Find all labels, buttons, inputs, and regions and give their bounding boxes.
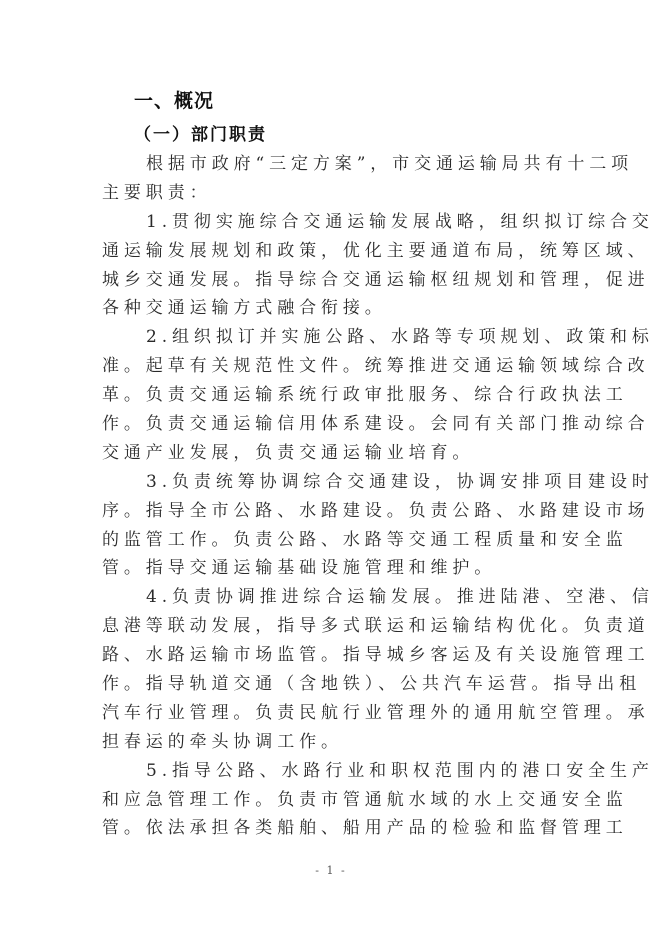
text-line: 主要职责： bbox=[102, 182, 212, 203]
text-line: 4.负责协调推进综合运输发展。推进陆港、空港、信 bbox=[146, 587, 654, 608]
text-line: 通运输发展规划和政策，优化主要通道布局，统筹区域、 bbox=[102, 240, 650, 261]
text-line: 息港等联动发展，指导多式联运和运输结构优化。负责道 bbox=[102, 616, 650, 637]
subsection-heading: （一）部门职责 bbox=[134, 125, 267, 145]
paragraph bbox=[102, 757, 654, 844]
text-line: 的监管工作。负责公路、水路等交通工程质量和安全监 bbox=[102, 529, 628, 550]
text-line: 作。指导轨道交通（含地铁）、公共汽车运营。指导出租 bbox=[102, 674, 641, 695]
text-line: 作。负责交通运输信用体系建设。会同有关部门推动综合 bbox=[102, 414, 650, 435]
paragraph bbox=[102, 468, 654, 584]
document-body bbox=[102, 150, 654, 843]
section-heading: 一、概况 bbox=[134, 90, 215, 112]
paragraph bbox=[102, 583, 654, 756]
text-line: 1.贯彻实施综合交通运输发展战略，组织拟订综合交 bbox=[146, 211, 654, 232]
text-line: 管。依法承担各类船舶、船用产品的检验和监督管理工 bbox=[102, 818, 628, 839]
text-line: 和应急管理工作。负责市管通航水域的水上交通安全监 bbox=[102, 789, 628, 810]
paragraph bbox=[102, 150, 634, 208]
text-line: 5.指导公路、水路行业和职权范围内的港口安全生产 bbox=[146, 760, 654, 781]
text-line: 序。指导全市公路、水路建设。负责公路、水路建设市场 bbox=[102, 500, 650, 521]
text-line: 2.组织拟订并实施公路、水路等专项规划、政策和标 bbox=[146, 327, 654, 348]
paragraph bbox=[102, 323, 654, 467]
page-number: - 1 - bbox=[315, 864, 347, 877]
text-line: 汽车行业管理。负责民航行业管理外的通用航空管理。承 bbox=[102, 702, 650, 723]
text-line: 各种交通运输方式融合衔接。 bbox=[102, 298, 387, 319]
text-line: 准。起草有关规范性文件。统筹推进交通运输领域综合改 bbox=[102, 356, 650, 377]
text-line: 城乡交通发展。指导综合交通运输枢纽规划和管理，促进 bbox=[102, 269, 650, 290]
text-line: 管。指导交通运输基础设施管理和维护。 bbox=[102, 558, 497, 579]
paragraph bbox=[102, 208, 654, 324]
text-line: 3.负责统筹协调综合交通建设，协调安排项目建设时 bbox=[146, 471, 654, 492]
text-line: 担春运的牵头协调工作。 bbox=[102, 731, 343, 752]
text-line: 交通产业发展，负责交通运输业培育。 bbox=[102, 442, 475, 463]
text-line: 革。负责交通运输系统行政审批服务、综合行政执法工 bbox=[102, 385, 628, 406]
text-line: 根据市政府“三定方案”，市交通运输局共有十二项 bbox=[146, 154, 634, 174]
text-line: 路、水路运输市场监管。指导城乡客运及有关设施管理工 bbox=[102, 645, 650, 666]
